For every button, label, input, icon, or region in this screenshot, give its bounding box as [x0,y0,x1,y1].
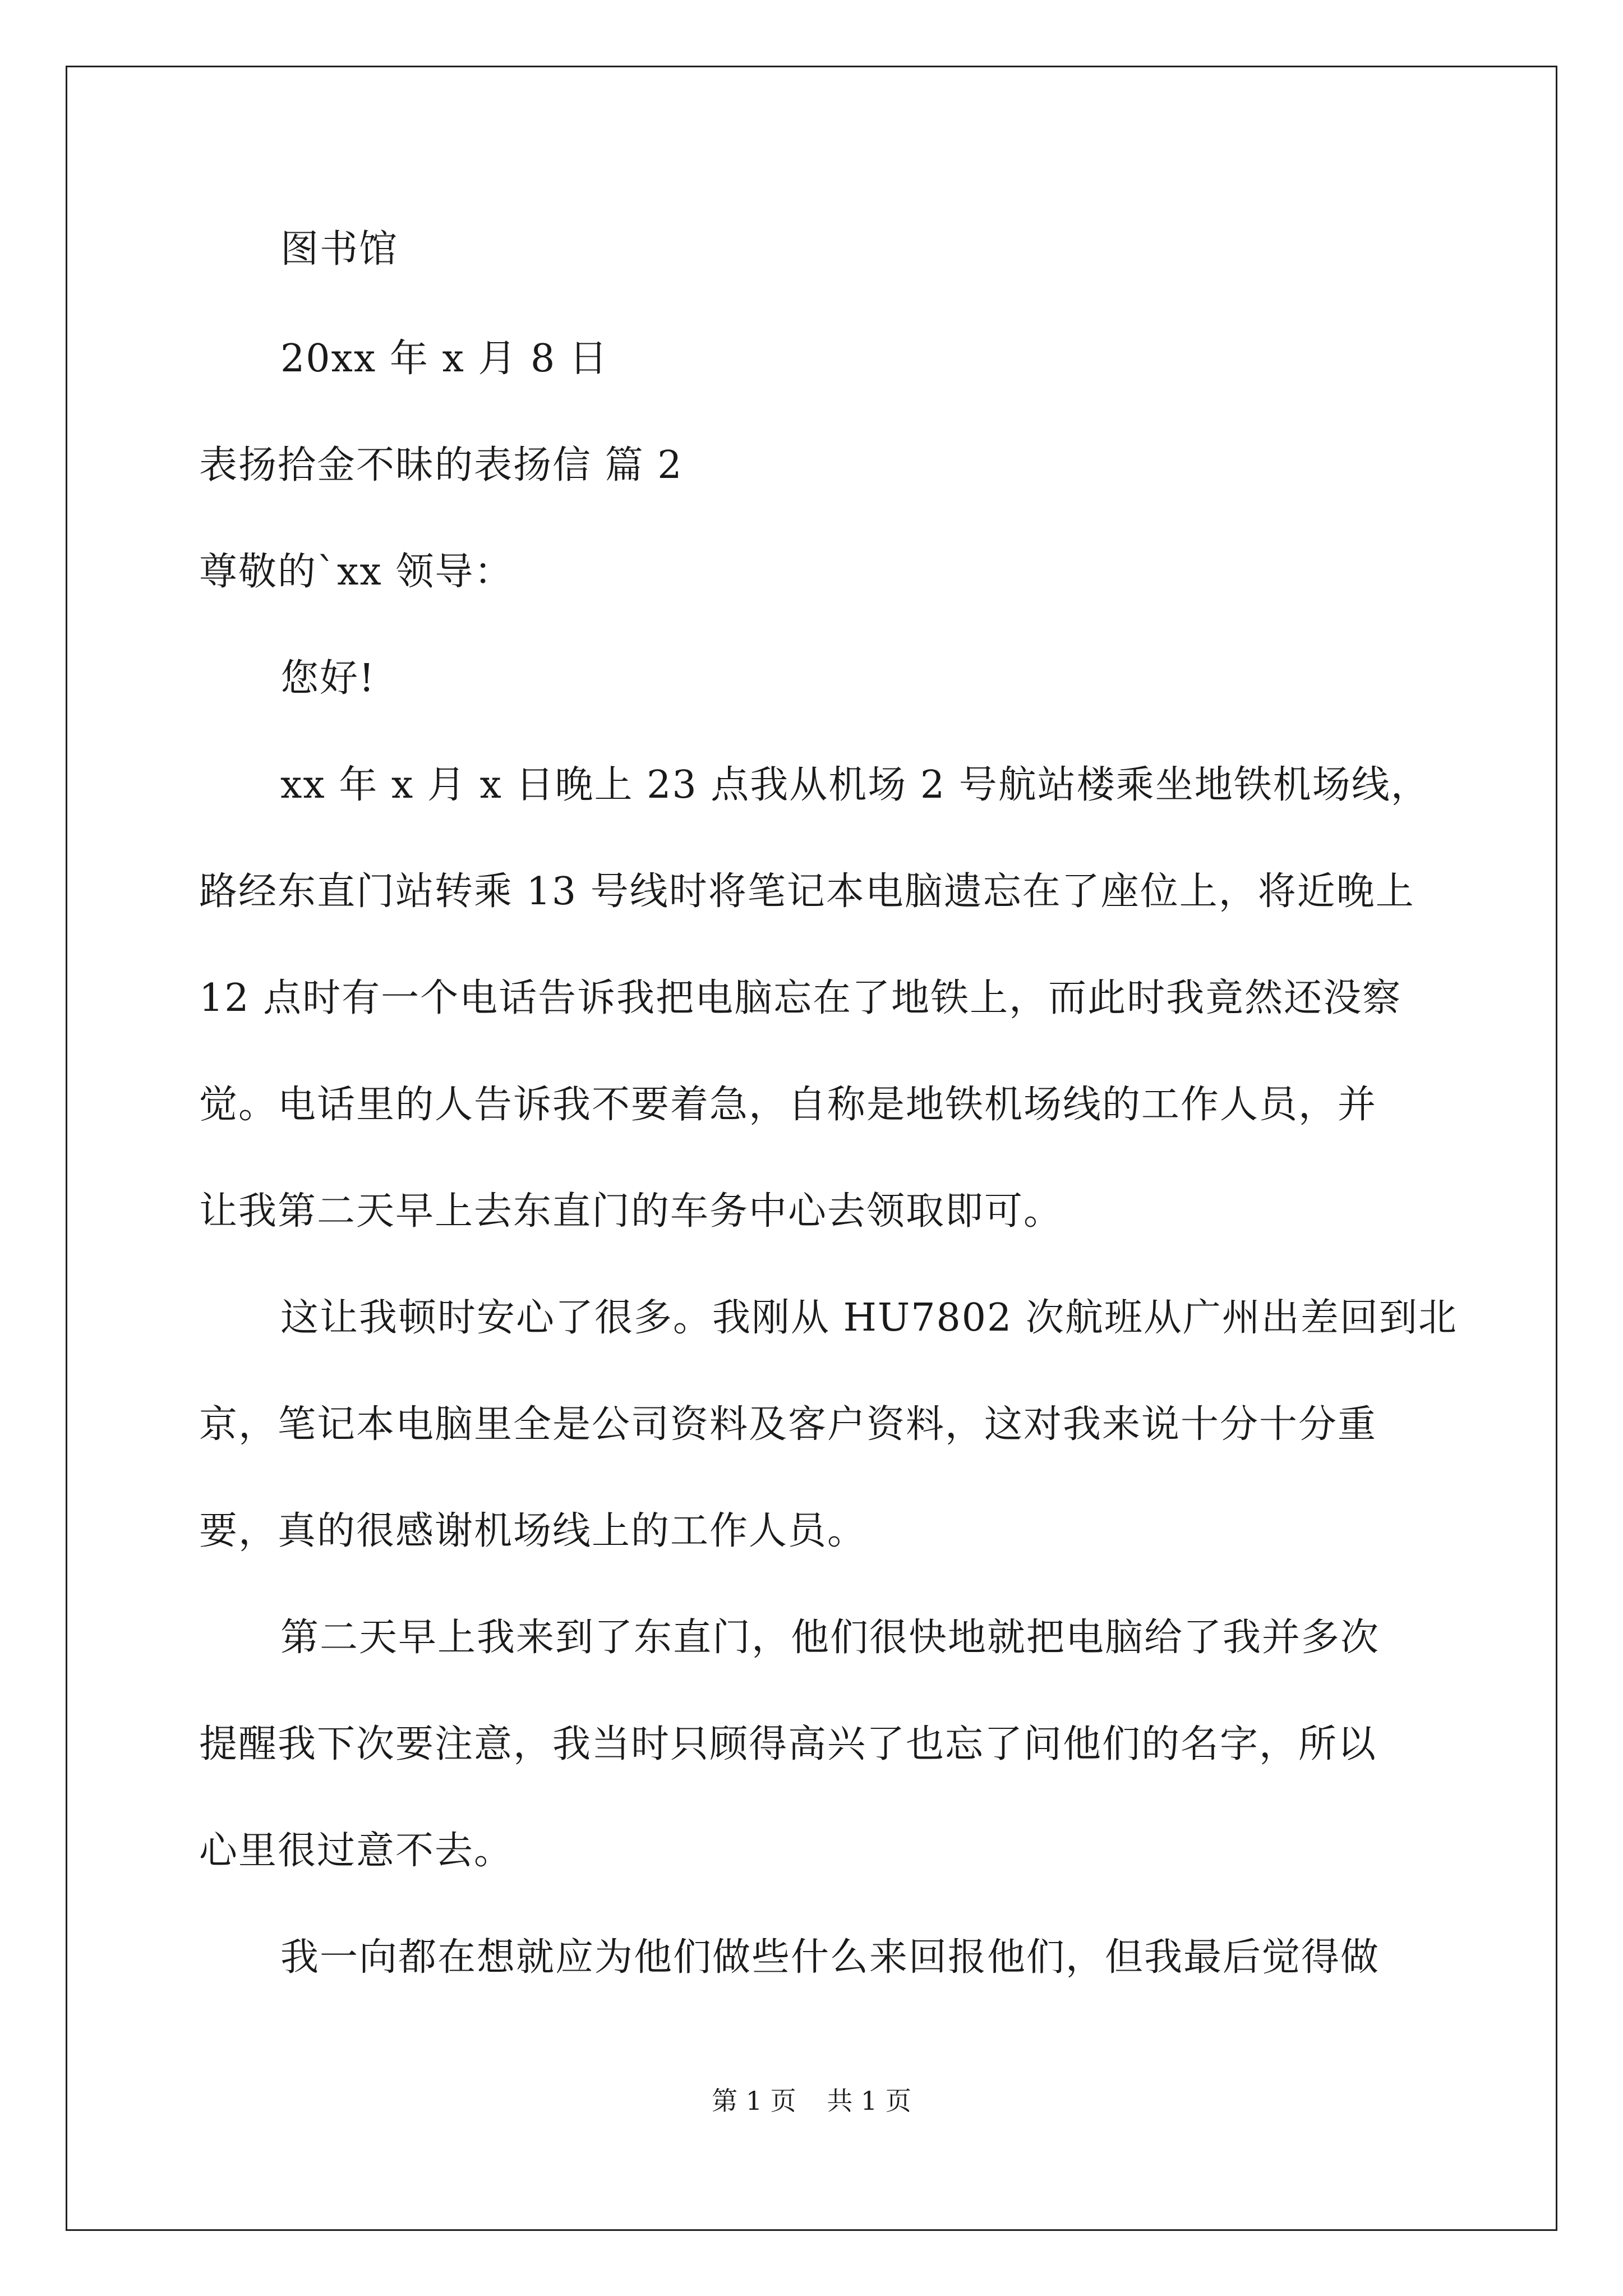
body-line: 我一向都在想就应为他们做些什么来回报他们，但我最后觉得做 [280,1935,1380,1980]
sign-organization: 图书馆 [280,227,399,272]
body-line: 12 点时有一个电话告诉我把电脑忘在了地铁上，而此时我竟然还没察 [199,976,1402,1020]
body-line: xx 年 x 月 x 日晚上 23 点我从机场 2 号航站楼乘坐地铁机场线， [280,763,1430,807]
salutation: 尊敬的`xx 领导： [199,550,514,594]
body-line: 第二天早上我来到了东直门，他们很快地就把电脑给了我并多次 [280,1616,1380,1660]
body-line: 路经东直门站转乘 13 号线时将笔记本电脑遗忘在了座位上，将近晚上 [199,869,1415,914]
letter-heading: 表扬拾金不昧的表扬信 篇 2 [199,443,683,487]
body-line: 提醒我下次要注意，我当时只顾得高兴了也忘了问他们的名字，所以 [199,1722,1377,1766]
page-total: 共 1 页 [827,2086,911,2116]
page-border [66,66,1557,2231]
page-number: 第 1 页 [712,2086,796,2116]
body-line: 要，真的很感谢机场线上的工作人员。 [199,1509,867,1553]
body-line: 让我第二天早上去东直门的车务中心去领取即可。 [199,1189,1063,1234]
body-line: 心里很过意不去。 [199,1829,514,1873]
body-line: 觉。电话里的人告诉我不要着急，自称是地铁机场线的工作人员，并 [199,1083,1377,1127]
body-line: 京，笔记本电脑里全是公司资料及客户资料，这对我来说十分十分重 [199,1402,1377,1447]
page-footer [0,2084,1623,2118]
body-line: 这让我顿时安心了很多。我刚从 HU7802 次航班从广州出差回到北 [280,1296,1458,1340]
sign-date: 20xx 年 x 月 8 日 [280,337,608,381]
greeting: 您好! [280,656,376,701]
